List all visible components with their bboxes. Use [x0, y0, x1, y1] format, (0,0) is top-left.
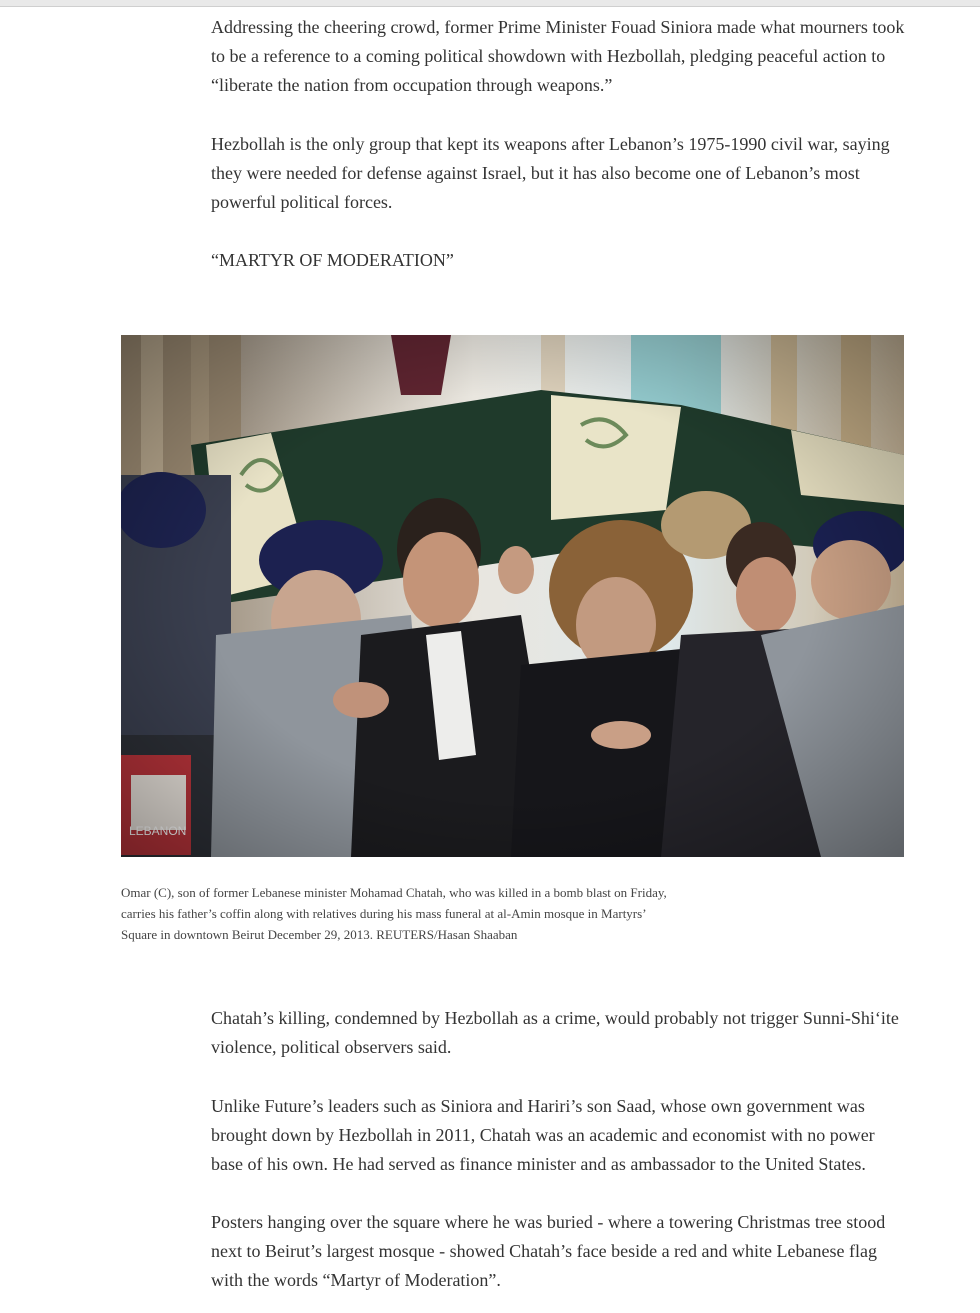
top-divider	[0, 0, 980, 7]
paragraph-future-leaders: Unlike Future’s leaders such as Siniora and Hariri’s son Saad, whose own government was brought down by Hezbollah in 2011, Chatah was an academic and economist with no power base of his own. He had served as finance minister and as ambassador to the United States.	[211, 1096, 875, 1174]
funeral-photo-illustration	[121, 335, 904, 857]
photo-caption: Omar (C), son of former Lebanese minister Mohamad Chatah, who was killed in a bomb blast on Friday, carries his father’s coffin along with relatives during his mass funeral at al-Amin mosque in Martyrs’ Square in downtown Beirut December 29, 2013. REUTERS/Hasan Shaaban	[121, 885, 667, 942]
paragraph-hezbollah: Hezbollah is the only group that kept its weapons after Lebanon’s 1975-1990 civil war, saying they were needed for defense against Israel, but it has also become one of Lebanon’s most powerful political forces.	[211, 134, 890, 212]
section-subheading: “MARTYR OF MODERATION”	[211, 250, 454, 270]
paragraph-killing: Chatah’s killing, condemned by Hezbollah as a crime, would probably not trigger Sunni-Shi‘ite violence, political observers said.	[211, 1008, 899, 1057]
paragraph-posters: Posters hanging over the square where he was buried - where a towering Christmas tree stood next to Beirut’s largest mosque - showed Chatah’s face beside a red and white Lebanese flag with the words “Martyr of Moderation”.	[211, 1212, 886, 1290]
funeral-photo[interactable]	[121, 335, 904, 857]
paragraph-siniora: Addressing the cheering crowd, former Prime Minister Fouad Siniora made what mourners took to be a reference to a coming political showdown with Hezbollah, pledging peaceful action to “liberate the nation from occupation through weapons.”	[211, 17, 905, 95]
